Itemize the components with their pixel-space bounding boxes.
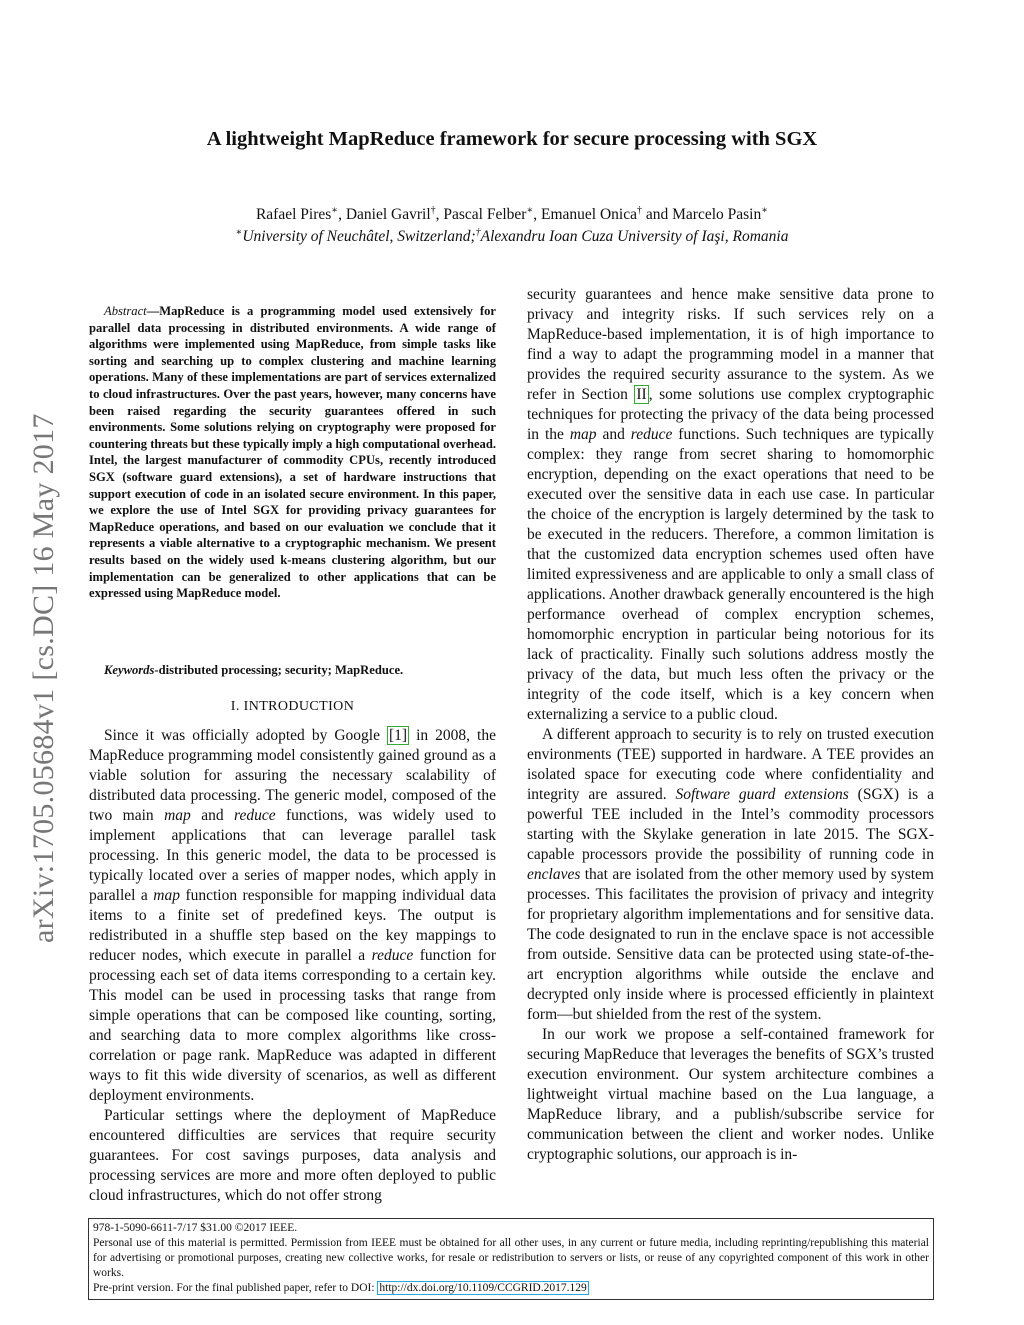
paragraph: In our work we propose a self-contained framework for securing MapReduce that leverages the benefits of SGX’s trusted execution environment. Our system architecture combines a lightweight virtual machine based on the Lua language, a MapReduce library, and a publish/subscribe service for communication between the client and worker nodes. Unlike cryptographic solutions, our approach is in- [527, 1026, 934, 1163]
emphasis: enclaves [527, 866, 581, 883]
emphasis: reduce [371, 947, 414, 964]
text-run: (SGX) is a powerful TEE included in the Intel’s commodity processors starting with the Skylake generation in late 2015. The SGX-capable processors provide the possibility of running code in [527, 786, 934, 863]
paper-title: A lightweight MapReduce framework for secure processing with SGX [206, 128, 818, 150]
section-heading [89, 699, 496, 715]
paragraph: Particular settings where the deployment of MapReduce encountered difficulties are services that require security guarantees. For cost savings purposes, data analysis and processing services are more and more often deployed to public cloud infrastructures, which do not offer strong [89, 1107, 496, 1204]
affiliation-mark: † [430, 205, 436, 216]
affiliation-mark: ∗ [526, 205, 534, 216]
affiliation-mark: ∗ [761, 205, 769, 216]
text-run: and [596, 426, 631, 443]
paragraph [527, 285, 934, 725]
keywords [89, 662, 496, 679]
text-run: in 2008, the MapReduce programming model consistently gained ground as a viable solution for assuring the necessary scalability of distributed data processing. The generic model, composed of the two main [89, 727, 496, 824]
affiliation-mark: ∗ [331, 205, 339, 216]
author-name: , Pascal Felber [435, 206, 527, 223]
abstract-lead: Abstract [104, 304, 147, 318]
paragraph [89, 726, 496, 1106]
text-run: , some solutions use complex cryptographic techniques for protecting the privacy of the data being processed in the [527, 386, 935, 443]
text-run: Pre-print version. For the final published paper, refer to DOI: [93, 1282, 378, 1294]
affiliation-text: University of Neuchâtel, Switzerland; [242, 228, 476, 245]
author-name: Rafael Pires [255, 206, 332, 223]
emphasis: Software guard extensions [675, 786, 849, 803]
text-run: Since it was officially adopted by Google [104, 727, 387, 744]
copyright-line: 978-1-5090-6611-7/17 $31.00 ©2017 IEEE. [93, 1222, 298, 1234]
text-run: functions. Such techniques are typically complex: they range from secret sharing to homomorphic encryption, depending on the exact operations that need to be executed over the sensitive data in each use case. In particular the choice of the encryption is largely determined by the task to be executed in the reducers. Therefore, a common limitation is that the customized data encryption schemes used often have limited expressiveness and are applicable to only a small class of applications. Another drawback generally encountered is the high performance overhead of complex encryption schemes, homomorphic encryption in particular being notorious for its lack of practicality. Finally such solutions address mostly the privacy of the data, but much less often the privacy or the integrity of the code itself, which is a key concern when externalizing a service to a public cloud. [527, 426, 934, 723]
arxiv-id-text: arXiv:1705.05684v1 [cs.DC] 16 May 2017 [27, 413, 60, 943]
keywords-lead: Keywords [104, 663, 155, 677]
text-run: security guarantees and hence make sensitive data prone to privacy and integrity risks. If such services rely on a MapReduce-based implementation, it is of high importance to find a way to adapt the programming model in a manner that provides the required security assurance to the system. As we refer in Section [527, 286, 934, 403]
emphasis: map [164, 807, 191, 824]
author-name: and Marcelo Pasin [642, 206, 762, 223]
copyright-notice [88, 1218, 934, 1300]
affiliation-mark: † [475, 227, 481, 238]
text-run: function for processing each set of data items corresponding to a certain key. This model can be used in processing tasks that range from simple operations that can be composed like counting, sorting, and searching data to more complex algorithms like cross-correlation or page rank. MapReduce was adapted in different ways to fit this wide diversity of scenarios, as well as different deployment environments. [89, 947, 497, 1104]
author-list [0, 206, 1024, 224]
affiliations [0, 228, 1024, 246]
section-link[interactable]: II [636, 386, 647, 403]
abstract [89, 303, 496, 602]
text-run: functions, was widely used to implement applications that can leverage parallel task processing. In this generic model, the data to be processed is typically located over a series of mapper nodes, which apply in parallel a [89, 807, 496, 904]
affiliation-mark: ∗ [235, 227, 243, 238]
right-column-body [527, 285, 934, 1165]
text-run: function responsible for mapping individual data items to a finite set of predefined keys. The output is redistributed in a shuffle step based on the key mappings to reducer nodes, which execute in parallel a [89, 887, 496, 964]
citation-link[interactable]: [1] [389, 727, 408, 744]
author-name: , Daniel Gavril [338, 206, 431, 223]
section-initial: I [243, 699, 249, 714]
author-name: , Emanuel Onica [533, 206, 637, 223]
section-title-rest: NTRODUCTION [248, 699, 355, 714]
emphasis: reduce [630, 426, 673, 443]
affiliation-text: Alexandru Ioan Cuza University of Iaşi, Romania [480, 228, 789, 245]
text-run: A different approach to security is to rely on trusted execution environments (TEE) supported in hardware. A TEE provides an isolated space for executing code where confidentiality and integrity are assured. [527, 726, 934, 803]
emphasis: reduce [234, 807, 276, 824]
arxiv-side-identifier [27, 343, 60, 943]
doi-link[interactable]: http://dx.doi.org/10.1109/CCGRID.2017.129 [379, 1282, 587, 1294]
preprint-line [93, 1281, 929, 1296]
emphasis: map [153, 887, 180, 904]
abstract-text: —MapReduce is a programming model used extensively for parallel data processing in distributed environments. A wide range of algorithms were implemented using MapReduce, from simple tasks like sorting and searching up to complex clustering and machine learning operations. Many of these implementations are part of services externalized to cloud infrastructures. Over the past years, however, many concerns have been raised regarding the security guarantees offered in such environments. Some solutions relying on cryptography were proposed for countering threats but these typically imply a high computational overhead. Intel, the largest manufacturer of commodity CPUs, recently introduced SGX (software guard extensions), a set of hardware instructions that support execution of code in an isolated secure environment. In this paper, we explore the use of Intel SGX for providing privacy guarantees for MapReduce operations, and based on our evaluation we conclude that it represents a viable alternative to a cryptographic mechanism. We present results based on the widely used k-means clustering algorithm, but our implementation can be generalized to other applications that can be expressed using MapReduce model. [89, 304, 496, 601]
affiliation-mark: † [637, 205, 642, 216]
text-run: and [190, 807, 234, 824]
keywords-text: -distributed processing; security; MapReduce. [154, 663, 404, 677]
section-number: I. [230, 699, 244, 714]
paragraph [527, 725, 934, 1025]
emphasis: map [569, 426, 597, 443]
text-run: that are isolated from the other memory used by system processes. This facilitates the provision of privacy and integrity for proprietary algorithm implementations and for sensitive data. The code designated to run in the enclave space is not accessible from outside. Sensitive data can be protected using state-of-the-art encryption algorithms while outside the enclave and decrypted only inside where is processed efficiently in plaintext form—but shielded from the rest of the system. [527, 866, 934, 1023]
left-column-body [89, 726, 496, 1206]
permission-text: Personal use of this material is permitted. Permission from IEEE must be obtained for all other uses, in any current or future media, including reprinting/republishing this material for advertising or promotional purposes, creating new collective works, for resale or redistribution to servers or lists, or reuse of any copyrighted component of this work in other works. [93, 1237, 929, 1279]
